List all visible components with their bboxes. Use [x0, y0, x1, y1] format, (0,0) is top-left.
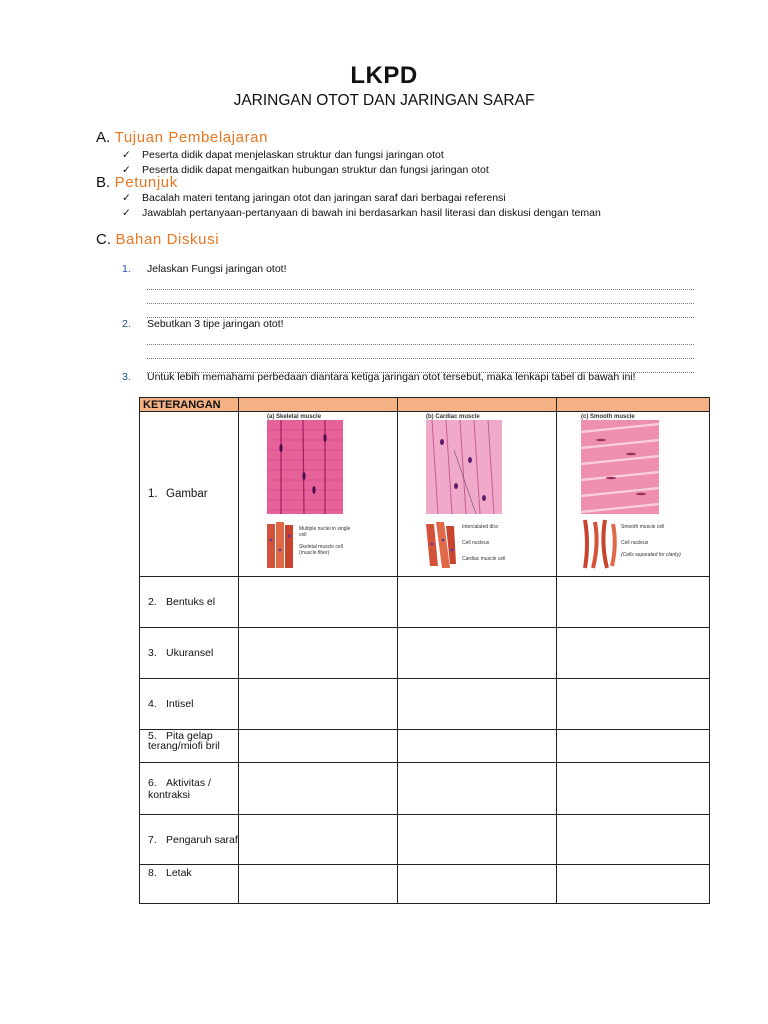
answer-cell[interactable]	[239, 679, 398, 730]
answer-line[interactable]	[147, 304, 694, 318]
list-item: ✓ Peserta didik dapat mengaitkan hubungan struktur dan fungsi jaringan otot	[122, 164, 489, 176]
answer-cell[interactable]	[557, 577, 710, 628]
list-item: ✓ Bacalah materi tentang jaringan otot dan jaringan saraf dari berbagai referensi	[122, 192, 506, 204]
list-item: ✓ Jawablah pertanyaan-pertanyaan di bawah ini berdasarkan hasil literasi dan diskusi dengan teman	[122, 207, 601, 219]
section-b-list	[122, 191, 601, 221]
question-3: 3. Untuk lebih memahami perbedaan diantara ketiga jaringan otot tersebut, maka lenkapi tabel di bawah ini!	[122, 371, 636, 383]
answer-cell[interactable]	[557, 865, 710, 904]
check-icon: ✓	[122, 149, 131, 161]
answer-cell[interactable]	[239, 763, 398, 815]
answer-cell[interactable]	[239, 815, 398, 865]
table-row: 4. Intisel	[140, 679, 710, 730]
answer-cell[interactable]	[398, 815, 557, 865]
answer-cell[interactable]	[557, 679, 710, 730]
skeletal-micrograph	[267, 420, 343, 514]
question-2: 2. Sebutkan 3 tipe jaringan otot!	[122, 318, 694, 373]
check-icon: ✓	[122, 164, 131, 176]
answer-cell[interactable]	[239, 865, 398, 904]
header-cell	[398, 398, 557, 412]
answer-cell[interactable]	[557, 730, 710, 763]
answer-cell[interactable]	[398, 577, 557, 628]
section-c-letter: C.	[96, 231, 111, 248]
section-b-letter: B.	[96, 174, 111, 191]
section-a-title: Tujuan Pembelajaran	[114, 129, 269, 146]
check-icon: ✓	[122, 192, 131, 204]
document-subtitle: JARINGAN OTOT DAN JARINGAN SARAF	[233, 92, 535, 109]
header-cell	[557, 398, 710, 412]
section-b-title: Petunjuk	[114, 174, 178, 191]
answer-cell[interactable]	[239, 730, 398, 763]
answer-cell[interactable]	[557, 628, 710, 679]
cardiac-cell-drawing	[422, 520, 460, 570]
answer-cell[interactable]	[239, 628, 398, 679]
answer-cell[interactable]	[398, 628, 557, 679]
answer-line[interactable]	[147, 345, 694, 359]
section-a-heading	[96, 129, 268, 147]
section-c-heading	[96, 231, 219, 249]
table-row: 1. Gambar (a) Skeletal muscle Multiple nuclei in single cell Skeletal muscle cell (muscle fiber) (b) Cardiac muscle Intercalated disc Cell nucleus Cardiac muscle cell (c) Smooth muscle Smooth muscle cell Cell nucleus (Cells separated for clarity)	[140, 412, 710, 577]
answer-cell[interactable]	[557, 815, 710, 865]
cardiac-micrograph	[426, 420, 502, 514]
question-1: 1. Jelaskan Fungsi jaringan otot!	[122, 263, 694, 318]
muscle-comparison-table	[139, 397, 710, 904]
answer-cell[interactable]	[239, 577, 398, 628]
answer-cell[interactable]	[398, 679, 557, 730]
table-row: 7. Pengaruh saraf	[140, 815, 710, 865]
table-row: 8. Letak	[140, 865, 710, 904]
answer-line[interactable]	[147, 290, 694, 304]
header-cell	[239, 398, 398, 412]
answer-line[interactable]	[147, 276, 694, 290]
document-title: LKPD	[350, 62, 418, 89]
table-row: 6. Aktivitas / kontraksi	[140, 763, 710, 815]
answer-cell[interactable]	[398, 730, 557, 763]
smooth-cell-drawing	[579, 518, 619, 570]
answer-cell[interactable]	[398, 865, 557, 904]
smooth-muscle-image: (c) Smooth muscle Smooth muscle cell Cell nucleus (Cells separated for clarity)	[557, 412, 710, 577]
answer-cell[interactable]	[557, 763, 710, 815]
skeletal-muscle-image: (a) Skeletal muscle Multiple nuclei in single cell Skeletal muscle cell (muscle fiber)	[239, 412, 398, 577]
table-row: 2. Bentuks el	[140, 577, 710, 628]
table-row: 5. Pita gelap terang/miofi bril	[140, 730, 710, 763]
answer-line[interactable]	[147, 331, 694, 345]
skeletal-fiber-drawing	[265, 520, 297, 570]
section-b-heading	[96, 174, 178, 192]
table-header-row	[140, 398, 710, 412]
smooth-micrograph	[581, 420, 659, 514]
list-item: ✓ Peserta didik dapat menjelaskan struktur dan fungsi jaringan otot	[122, 149, 444, 161]
table-row: 3. Ukuransel	[140, 628, 710, 679]
section-c-title: Bahan Diskusi	[115, 231, 220, 248]
section-a-letter: A.	[96, 129, 111, 146]
keterangan-header: KETERANGAN	[140, 398, 239, 412]
answer-cell[interactable]	[398, 763, 557, 815]
cardiac-muscle-image: (b) Cardiac muscle Intercalated disc Cell nucleus Cardiac muscle cell	[398, 412, 557, 577]
check-icon: ✓	[122, 207, 131, 219]
